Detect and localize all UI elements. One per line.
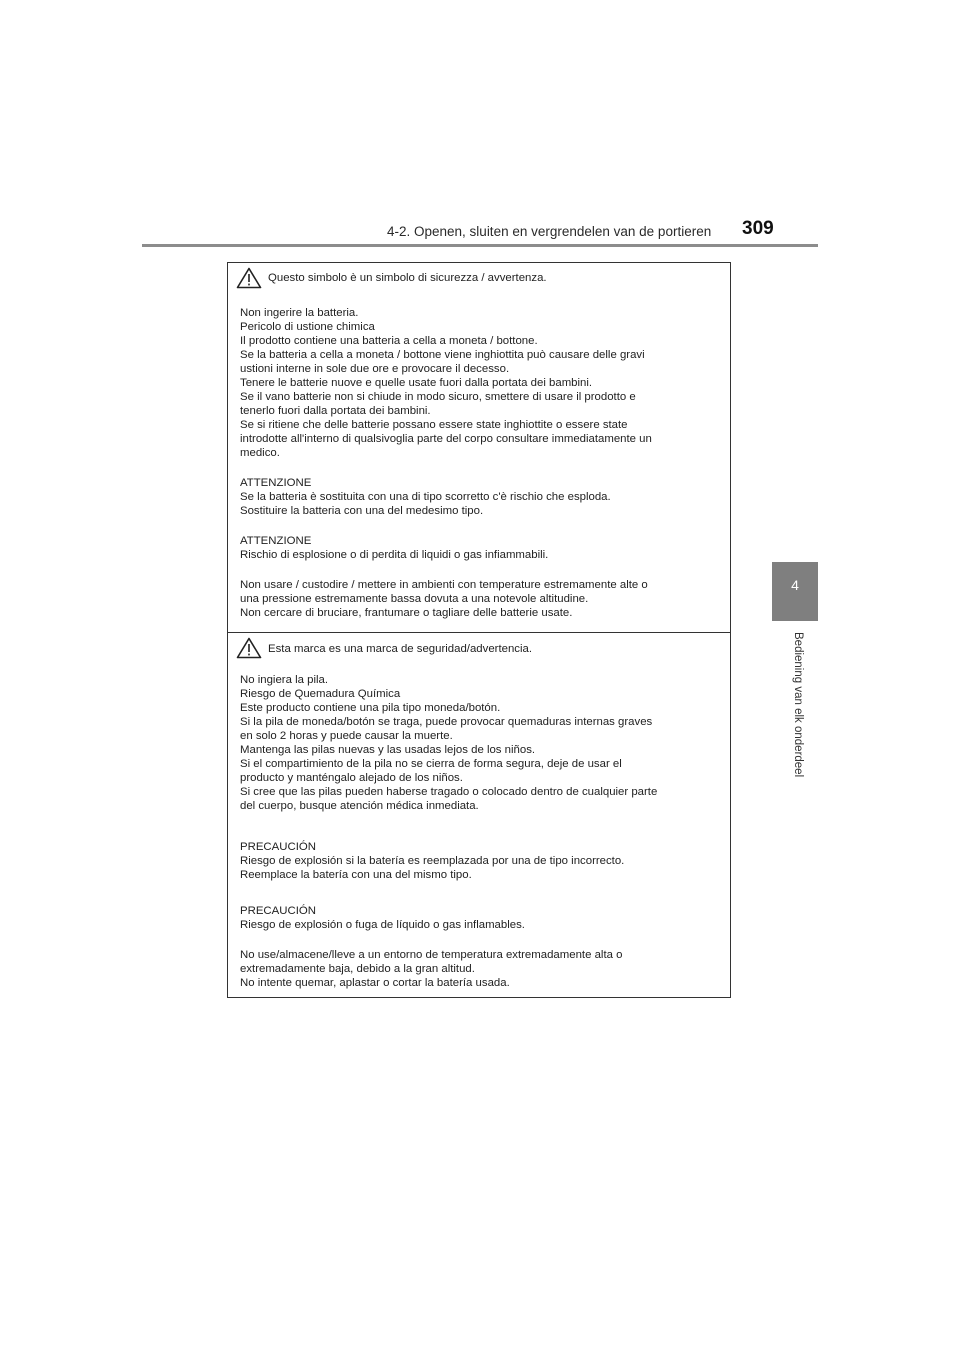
text-line: Si el compartimiento de la pila no se cierra de forma segura, deje de usar el — [240, 758, 622, 770]
text-line: No use/almacene/lleve a un entorno de temperatura extremadamente alta o — [240, 949, 623, 961]
text-line: medico. — [240, 447, 280, 459]
italian-warning-panel — [228, 263, 730, 633]
text-line: Il prodotto contiene una batteria a cella a moneta / bottone. — [240, 335, 538, 347]
caution-heading: ATTENZIONE — [240, 477, 312, 489]
text-line: Rischio di esplosione o di perdita di liquidi o gas infiammabili. — [240, 549, 549, 561]
chapter-tab: 4 — [772, 562, 818, 621]
text-line: Reemplace la batería con una del mismo tipo. — [240, 869, 472, 881]
text-line: en solo 2 horas y puede causar la muerte. — [240, 730, 453, 742]
text-line: extremadamente baja, debido a la gran altitud. — [240, 963, 475, 975]
spanish-warning-panel — [228, 633, 730, 997]
text-line: Riesgo de Quemadura Química — [240, 688, 401, 700]
text-line: Tenere le batterie nuove e quelle usate fuori dalla portata dei bambini. — [240, 377, 593, 389]
text-line: Riesgo de explosión o fuga de líquido o gas inflamables. — [240, 919, 525, 931]
text-line: introdotte all'interno di qualsivoglia parte del corpo consultare immediatamente un — [240, 433, 652, 445]
warning-triangle-icon — [236, 637, 262, 659]
text-line: Non ingerire la batteria. — [240, 307, 359, 319]
chapter-side-label: Bediening van elk onderdeel — [792, 632, 804, 778]
text-line: Si cree que las pilas pueden haberse tragado o colocado dentro de cualquier parte — [240, 786, 658, 798]
text-line: Se il vano batterie non si chiude in modo sicuro, smettere di usare il prodotto e — [240, 391, 636, 403]
warning-symbol-text: Questo simbolo è un simbolo di sicurezza / avvertenza. — [268, 272, 547, 284]
text-line: Se la batteria a cella a moneta / bottone viene inghiottita può causare delle gravi — [240, 349, 645, 361]
caution-heading: ATTENZIONE — [240, 535, 312, 547]
text-line: Sostituire la batteria con una del medesimo tipo. — [240, 505, 484, 517]
text-line: producto y manténgalo alejado de los niños. — [240, 772, 463, 784]
warning-symbol-text: Esta marca es una marca de seguridad/advertencia. — [268, 643, 533, 655]
text-line: Mantenga las pilas nuevas y las usadas lejos de los niños. — [240, 744, 536, 756]
section-title: 4-2. Openen, sluiten en vergrendelen van de portieren — [387, 224, 712, 239]
page-number: 309 — [742, 218, 774, 239]
text-line: Riesgo de explosión si la batería es reemplazada por una de tipo incorrecto. — [240, 855, 625, 867]
text-line: Se la batteria è sostituita con una di tipo scorretto c'è rischio che esploda. — [240, 491, 611, 503]
text-line: Este producto contiene una pila tipo moneda/botón. — [240, 702, 501, 714]
text-line: Pericolo di ustione chimica — [240, 321, 375, 333]
warning-triangle-icon — [236, 267, 262, 289]
text-line: del cuerpo, busque atención médica inmediata. — [240, 800, 479, 812]
header-divider — [142, 244, 818, 247]
text-line: Non cercare di bruciare, frantumare o tagliare delle batterie usate. — [240, 607, 573, 619]
battery-warning-box — [227, 262, 731, 998]
caution-heading: PRECAUCIÓN — [240, 905, 316, 917]
text-line: tenerlo fuori dalla portata dei bambini. — [240, 405, 431, 417]
text-line: ustioni interne in sole due ore e provocare il decesso. — [240, 363, 510, 375]
caution-heading: PRECAUCIÓN — [240, 841, 316, 853]
text-line: No intente quemar, aplastar o cortar la batería usada. — [240, 977, 510, 989]
text-line: una pressione estremamente bassa dovuta a una notevole altitudine. — [240, 593, 589, 605]
text-line: Non usare / custodire / mettere in ambienti con temperature estremamente alte o — [240, 579, 648, 591]
text-line: Se si ritiene che delle batterie possano essere state inghiottite o essere state — [240, 419, 628, 431]
text-line: Si la pila de moneda/botón se traga, puede provocar quemaduras internas graves — [240, 716, 653, 728]
text-line: No ingiera la pila. — [240, 674, 329, 686]
